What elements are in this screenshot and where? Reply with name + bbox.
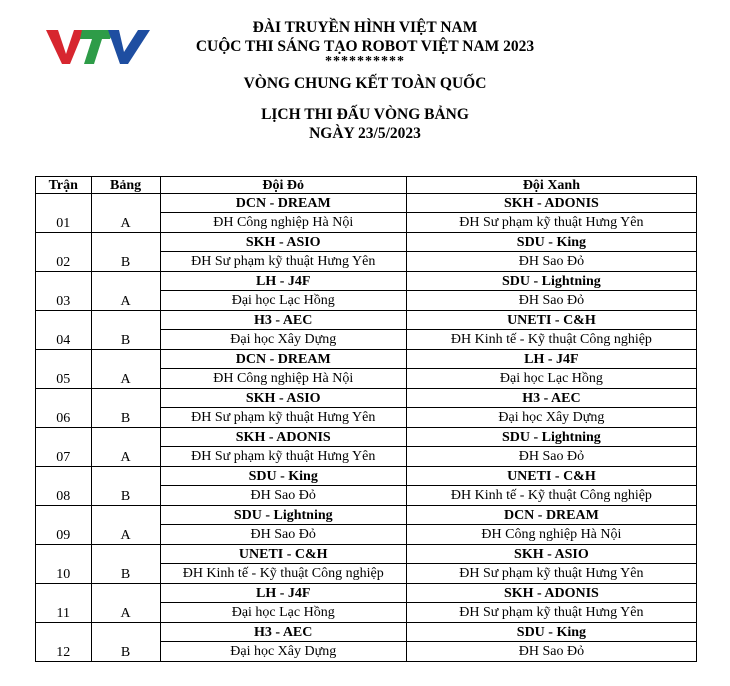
match-number: 06 bbox=[36, 389, 92, 428]
blue-team-name: SKH - ADONIS bbox=[406, 194, 696, 213]
group-label: B bbox=[91, 311, 160, 350]
header-red-team: Đội Đỏ bbox=[160, 177, 406, 194]
red-team-school: ĐH Sư phạm kỹ thuật Hưng Yên bbox=[160, 408, 406, 428]
blue-team-name: DCN - DREAM bbox=[406, 506, 696, 525]
table-row bbox=[36, 623, 697, 642]
table-row bbox=[36, 506, 697, 525]
red-team-name: SKH - ASIO bbox=[160, 389, 406, 408]
red-team-name: UNETI - C&H bbox=[160, 545, 406, 564]
blue-team-school: ĐH Sư phạm kỹ thuật Hưng Yên bbox=[406, 564, 696, 584]
match-number: 10 bbox=[36, 545, 92, 584]
match-number: 04 bbox=[36, 311, 92, 350]
match-number: 09 bbox=[36, 506, 92, 545]
vtv-logo-green-t bbox=[80, 30, 114, 64]
blue-team-name: SDU - Lightning bbox=[406, 272, 696, 291]
blue-team-school: ĐH Sao Đỏ bbox=[406, 642, 696, 662]
blue-team-school: Đại học Lạc Hồng bbox=[406, 369, 696, 389]
red-team-name: DCN - DREAM bbox=[160, 350, 406, 369]
blue-team-name: H3 - AEC bbox=[406, 389, 696, 408]
blue-team-school: ĐH Sao Đỏ bbox=[406, 291, 696, 311]
blue-team-name: UNETI - C&H bbox=[406, 467, 696, 486]
group-label: A bbox=[91, 350, 160, 389]
blue-team-name: SDU - Lightning bbox=[406, 428, 696, 447]
group-label: B bbox=[91, 545, 160, 584]
group-label: A bbox=[91, 584, 160, 623]
blue-team-name: SKH - ADONIS bbox=[406, 584, 696, 603]
schedule-date: NGÀY 23/5/2023 bbox=[309, 125, 421, 142]
red-team-school: ĐH Sao Đỏ bbox=[160, 525, 406, 545]
blue-team-name: SDU - King bbox=[406, 623, 696, 642]
table-row bbox=[36, 584, 697, 603]
group-label: B bbox=[91, 467, 160, 506]
vtv-logo bbox=[44, 26, 150, 66]
group-label: A bbox=[91, 194, 160, 233]
table-header-row bbox=[36, 177, 697, 194]
red-team-name: SKH - ASIO bbox=[160, 233, 406, 252]
blue-team-name: SDU - King bbox=[406, 233, 696, 252]
station-name: ĐÀI TRUYỀN HÌNH VIỆT NAM bbox=[252, 19, 478, 36]
blue-team-name: LH - J4F bbox=[406, 350, 696, 369]
red-team-school: ĐH Sư phạm kỹ thuật Hưng Yên bbox=[160, 252, 406, 272]
red-team-name: SKH - ADONIS bbox=[160, 428, 406, 447]
red-team-name: DCN - DREAM bbox=[160, 194, 406, 213]
red-team-school: Đại học Xây Dựng bbox=[160, 330, 406, 350]
schedule-table bbox=[35, 176, 697, 662]
contest-name: CUỘC THI SÁNG TẠO ROBOT VIỆT NAM 2023 bbox=[195, 38, 535, 55]
match-number: 03 bbox=[36, 272, 92, 311]
red-team-school: ĐH Công nghiệp Hà Nội bbox=[160, 213, 406, 233]
red-team-school: Đại học Xây Dựng bbox=[160, 642, 406, 662]
schedule-title: LỊCH THI ĐẤU VÒNG BẢNG bbox=[261, 106, 469, 123]
red-team-name: SDU - Lightning bbox=[160, 506, 406, 525]
header-match: Trận bbox=[36, 177, 92, 194]
red-team-name: LH - J4F bbox=[160, 272, 406, 291]
table-row bbox=[36, 467, 697, 486]
vtv-logo-red-v bbox=[46, 30, 84, 64]
group-label: A bbox=[91, 428, 160, 467]
table-row bbox=[36, 545, 697, 564]
match-number: 02 bbox=[36, 233, 92, 272]
header-group: Bảng bbox=[91, 177, 160, 194]
red-team-name: SDU - King bbox=[160, 467, 406, 486]
group-label: B bbox=[91, 623, 160, 662]
match-number: 05 bbox=[36, 350, 92, 389]
blue-team-school: ĐH Sao Đỏ bbox=[406, 447, 696, 467]
red-team-school: ĐH Kinh tế - Kỹ thuật Công nghiệp bbox=[160, 564, 406, 584]
match-number: 11 bbox=[36, 584, 92, 623]
blue-team-school: ĐH Sao Đỏ bbox=[406, 252, 696, 272]
table-row bbox=[36, 194, 697, 213]
header-blue-team: Đội Xanh bbox=[406, 177, 696, 194]
table-row bbox=[36, 428, 697, 447]
blue-team-school: ĐH Kinh tế - Kỹ thuật Công nghiệp bbox=[406, 330, 696, 350]
red-team-name: H3 - AEC bbox=[160, 311, 406, 330]
blue-team-name: UNETI - C&H bbox=[406, 311, 696, 330]
separator-stars: ********** bbox=[325, 54, 405, 69]
document-header bbox=[150, 18, 580, 143]
vtv-logo-blue-v bbox=[108, 30, 150, 64]
group-label: A bbox=[91, 506, 160, 545]
table-row bbox=[36, 350, 697, 369]
group-label: B bbox=[91, 389, 160, 428]
table-row bbox=[36, 272, 697, 291]
match-number: 07 bbox=[36, 428, 92, 467]
red-team-name: LH - J4F bbox=[160, 584, 406, 603]
blue-team-school: Đại học Xây Dựng bbox=[406, 408, 696, 428]
group-label: A bbox=[91, 272, 160, 311]
red-team-school: Đại học Lạc Hồng bbox=[160, 603, 406, 623]
match-number: 08 bbox=[36, 467, 92, 506]
red-team-school: ĐH Công nghiệp Hà Nội bbox=[160, 369, 406, 389]
match-number: 12 bbox=[36, 623, 92, 662]
red-team-school: Đại học Lạc Hồng bbox=[160, 291, 406, 311]
blue-team-school: ĐH Sư phạm kỹ thuật Hưng Yên bbox=[406, 213, 696, 233]
table-body bbox=[36, 194, 697, 662]
match-number: 01 bbox=[36, 194, 92, 233]
red-team-school: ĐH Sư phạm kỹ thuật Hưng Yên bbox=[160, 447, 406, 467]
blue-team-school: ĐH Công nghiệp Hà Nội bbox=[406, 525, 696, 545]
red-team-name: H3 - AEC bbox=[160, 623, 406, 642]
blue-team-name: SKH - ASIO bbox=[406, 545, 696, 564]
red-team-school: ĐH Sao Đỏ bbox=[160, 486, 406, 506]
group-label: B bbox=[91, 233, 160, 272]
blue-team-school: ĐH Kinh tế - Kỹ thuật Công nghiệp bbox=[406, 486, 696, 506]
blue-team-school: ĐH Sư phạm kỹ thuật Hưng Yên bbox=[406, 603, 696, 623]
table-row bbox=[36, 389, 697, 408]
table-row bbox=[36, 233, 697, 252]
table-row bbox=[36, 311, 697, 330]
round-title: VÒNG CHUNG KẾT TOÀN QUỐC bbox=[243, 75, 487, 92]
